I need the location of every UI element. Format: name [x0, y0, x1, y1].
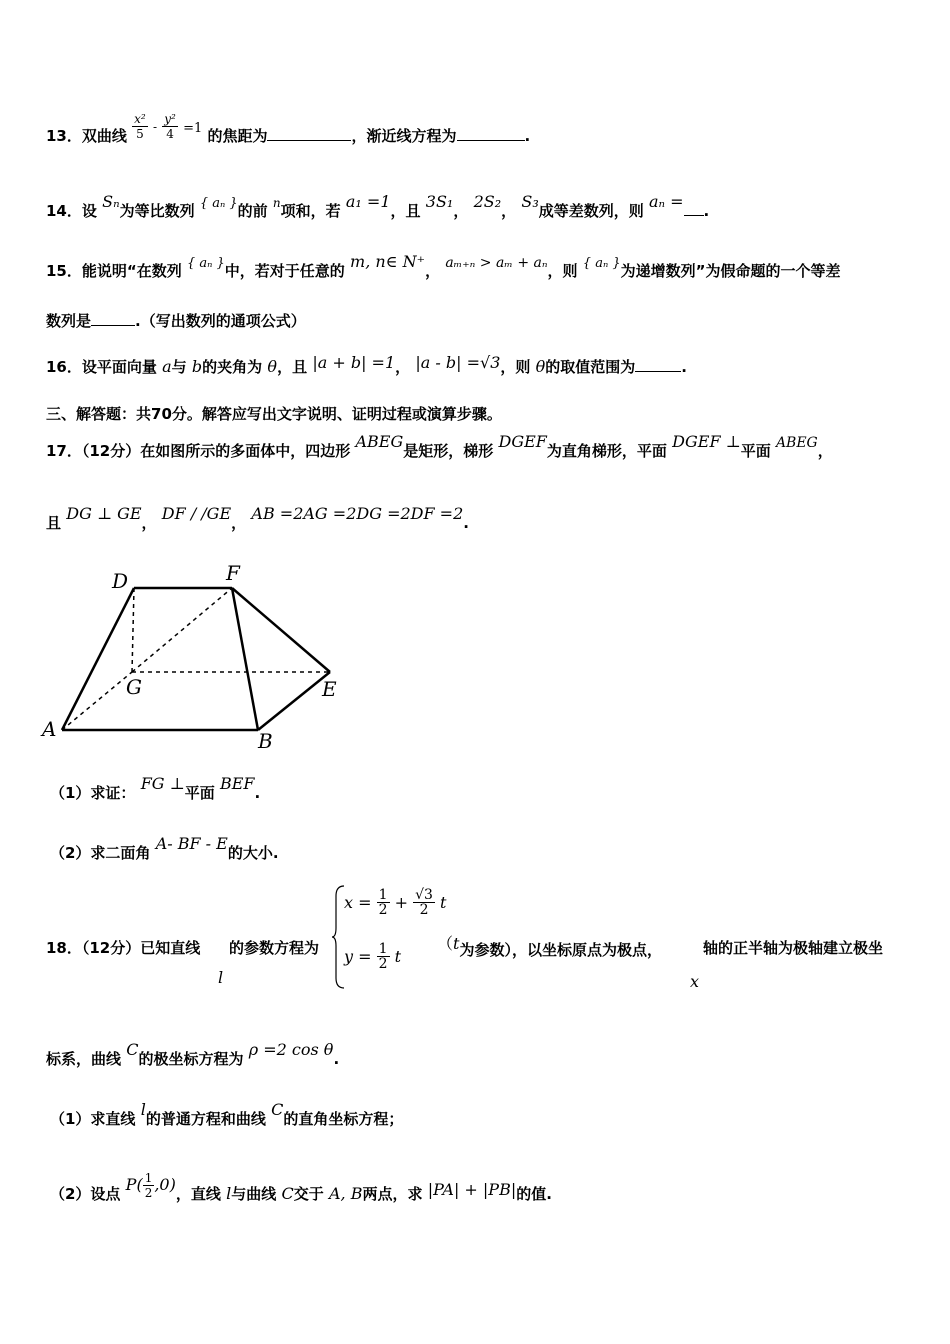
- edge-GF-dashed: [132, 588, 232, 672]
- answer-blank-sequence[interactable]: [91, 313, 135, 326]
- edge-BE: [258, 672, 330, 730]
- question-18-x-axis: x: [690, 972, 700, 991]
- question-18-l-param: l: [218, 968, 224, 987]
- fraction-x2-over-5: $\frac{\text{x²}}{5}$: [134, 112, 146, 141]
- label-B: B: [258, 729, 273, 753]
- polyhedron-figure: [40, 560, 360, 760]
- answer-blank-theta-range[interactable]: [635, 359, 681, 372]
- edge-DG-dashed: [132, 588, 134, 672]
- question-17-part1: （1）求证： FG ⊥平面 BEF.: [50, 774, 261, 802]
- label-D: D: [112, 569, 129, 593]
- question-18-after-l: 的参数方程为: [229, 939, 320, 957]
- param-eq-y: y = $\frac{1}{2}$ t: [344, 941, 402, 972]
- question-18-line1-cont: （t为参数），以坐标原点为极点，: [437, 934, 662, 959]
- answer-blank-asymptote[interactable]: [457, 128, 525, 141]
- question-18-line1: 18．（12分）已知直线: [46, 939, 201, 957]
- param-eq-x: x = $\frac{1}{2}$ + $\frac{√3}{2}$ t: [344, 887, 447, 918]
- edge-AG-dashed: [62, 672, 132, 730]
- fraction-y2-over-4: $\frac{\text{y²}}{4}$: [164, 112, 176, 141]
- question-15-line2: 数列是 .（写出数列的通项公式）: [46, 312, 306, 330]
- question-16: 16．设平面向量 a与 b的夹角为 θ，且 |a + b| =1， |a - b| =√3，则 θ的取值范围为 .: [46, 353, 687, 376]
- parametric-system: [332, 884, 447, 990]
- label-F: F: [226, 561, 240, 585]
- edge-FB: [232, 588, 258, 730]
- question-18-part1: （1）求直线 l的普通方程和曲线 C的直角坐标方程；: [50, 1100, 404, 1128]
- question-18-line2: 标系，曲线 C的极坐标方程为 ρ =2 cos θ.: [46, 1040, 340, 1068]
- question-14: 14．设 Sₙ为等比数列 { aₙ }的前 $^n$项和，若 a₁ =1，且 3S₁， 2S₂， S₃成等差数列，则 aₙ = .: [46, 192, 710, 220]
- question-13: 13．双曲线 $\frac{\text{x²}}{5}$ - $\frac{\text{y²}}{4}$ =1 的焦距为 ，渐近线方程为 .: [46, 112, 531, 145]
- label-G: G: [126, 675, 142, 699]
- label-A: A: [42, 717, 57, 741]
- question-17-line1: 17．（12分）在如图所示的多面体中，四边形 ABEG是矩形，梯形 DGEF为直角梯形，平面 DGEF ⊥平面 ABEG，: [46, 432, 833, 460]
- answer-blank-focal-distance[interactable]: [267, 128, 351, 141]
- section-3-heading: 三、解答题：共70分。解答应写出文字说明、证明过程或演算步骤。: [46, 405, 502, 423]
- question-18-line1-end: 轴的正半轴为极轴建立极坐: [703, 939, 884, 957]
- edge-DA: [62, 588, 134, 730]
- question-17-line2: 且 DG ⊥ GE， DF / /GE， AB =2AG =2DG =2DF =2.: [46, 504, 469, 532]
- question-15-line1: 15．能说明“在数列 { aₙ }中，若对于任意的 m, n∈ N⁺， aₘ₊ₙ > aₘ + aₙ，则 { aₙ }为递增数列”为假命题的一个等差: [46, 252, 841, 280]
- question-17-part2: （2）求二面角 A- BF - E的大小.: [50, 834, 279, 862]
- edge-FE: [232, 588, 330, 672]
- label-E: E: [322, 677, 337, 701]
- question-18-part2: （2）设点 P( $\frac{1}{2}$ ,0)，直线 l与曲线 C交于 A, B两点，求 |PA| + |PB|的值.: [50, 1171, 552, 1203]
- answer-blank-an[interactable]: [684, 203, 704, 216]
